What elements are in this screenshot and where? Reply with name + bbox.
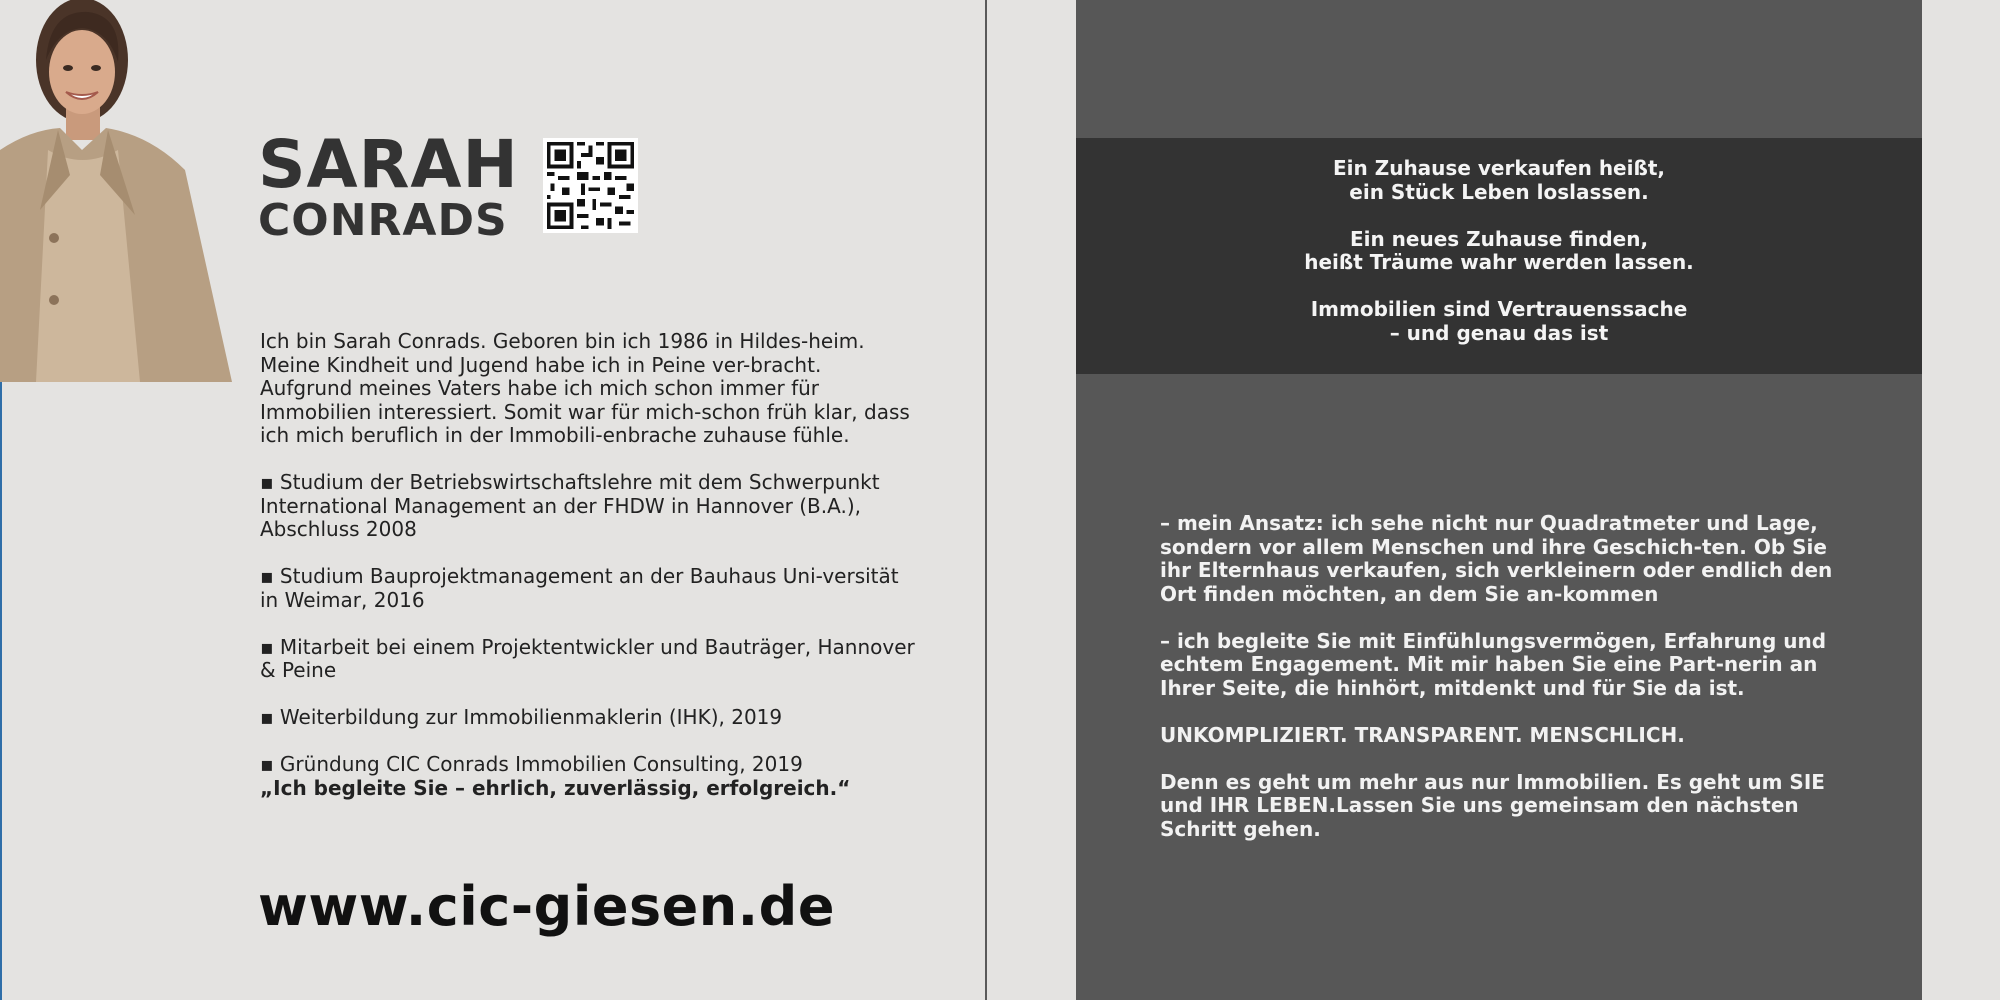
approach-paragraph: Denn es geht um mehr aus nur Immobilien. Es geht um SIE und IHR LEBEN.Lassen Sie uns gemeinsam den nächsten Schritt gehen. [1160, 769, 1825, 841]
approach-slogan: UNKOMPLIZIERT. TRANSPARENT. MENSCHLICH. [1160, 722, 1685, 747]
quote-line: Ein neues Zuhause finden, [1349, 226, 1649, 251]
quote-line: ein Stück Leben loslassen. [1349, 179, 1649, 204]
right-panel [1076, 0, 1922, 1000]
quote-line: Immobilien sind Vertrauenssache [1310, 297, 1688, 321]
motto: „Ich begleite Sie – ehrlich, zuverlässig, erfolgreich.“ [260, 775, 851, 800]
bio-bullet: ▪ Gründung CIC Conrads Immobilien Consulting, 2019 [260, 753, 920, 777]
quote-line: heißt Träume wahr werden lassen. [1304, 250, 1694, 274]
quote-box [1076, 138, 1922, 374]
bio-bullet: ▪ Mitarbeit bei einem Projektentwickler und Bauträger, Hannover & Peine [260, 636, 920, 683]
quote-line: Ein Zuhause verkaufen heißt, [1332, 156, 1666, 180]
first-name: SARAH [258, 126, 519, 203]
bio-bullet: ▪ Studium Bauprojektmanagement an der Bauhaus Uni-versität in Weimar, 2016 [260, 565, 920, 612]
website-link[interactable]: www.cic-giesen.de [258, 875, 835, 938]
last-name: CONRADS [258, 195, 508, 246]
approach-paragraph: – ich begleite Sie mit Einfühlungsvermögen, Erfahrung und echtem Engagement. Mit mir haben Sie eine Part-nerin an Ihrer Seite, die hinhört, mitdenkt und für Sie da ist. [1160, 628, 1827, 700]
bio-bullet: ▪ Weiterbildung zur Immobilienmaklerin (IHK), 2019 [260, 706, 920, 730]
approach-paragraph: – mein Ansatz: ich sehe nicht nur Quadratmeter und Lage, sondern vor allem Menschen und ihre Geschich-ten. Ob Sie ihr Elternhaus verkaufen, sich verkleinern oder endlich den Ort finden möchten, an dem Sie an-kommen [1160, 511, 1833, 606]
quote-line: – und genau das ist [1389, 320, 1609, 345]
approach-section [1160, 512, 1860, 865]
bio-bullet: ▪ Studium der Betriebswirtschaftslehre mit dem Schwerpunkt International Management an der FHDW in Hannover (B.A.), Abschluss 2008 [260, 471, 920, 542]
fold-divider [985, 0, 987, 1000]
qr-code [543, 138, 638, 233]
bio-intro: Ich bin Sarah Conrads. Geboren bin ich 1986 in Hildes-heim. Meine Kindheit und Jugend habe ich in Peine ver-bracht. Aufgrund meines Vaters habe ich mich schon immer für Immobilien interessiert. Somit war für mich-schon früh klar, dass ich mich beruflich in der Immobili-enbrache zuhause fühle. [260, 329, 910, 447]
name-block [258, 126, 519, 246]
bio-section [260, 330, 920, 824]
portrait-photo [0, 0, 232, 382]
quote-text [1076, 138, 1922, 345]
